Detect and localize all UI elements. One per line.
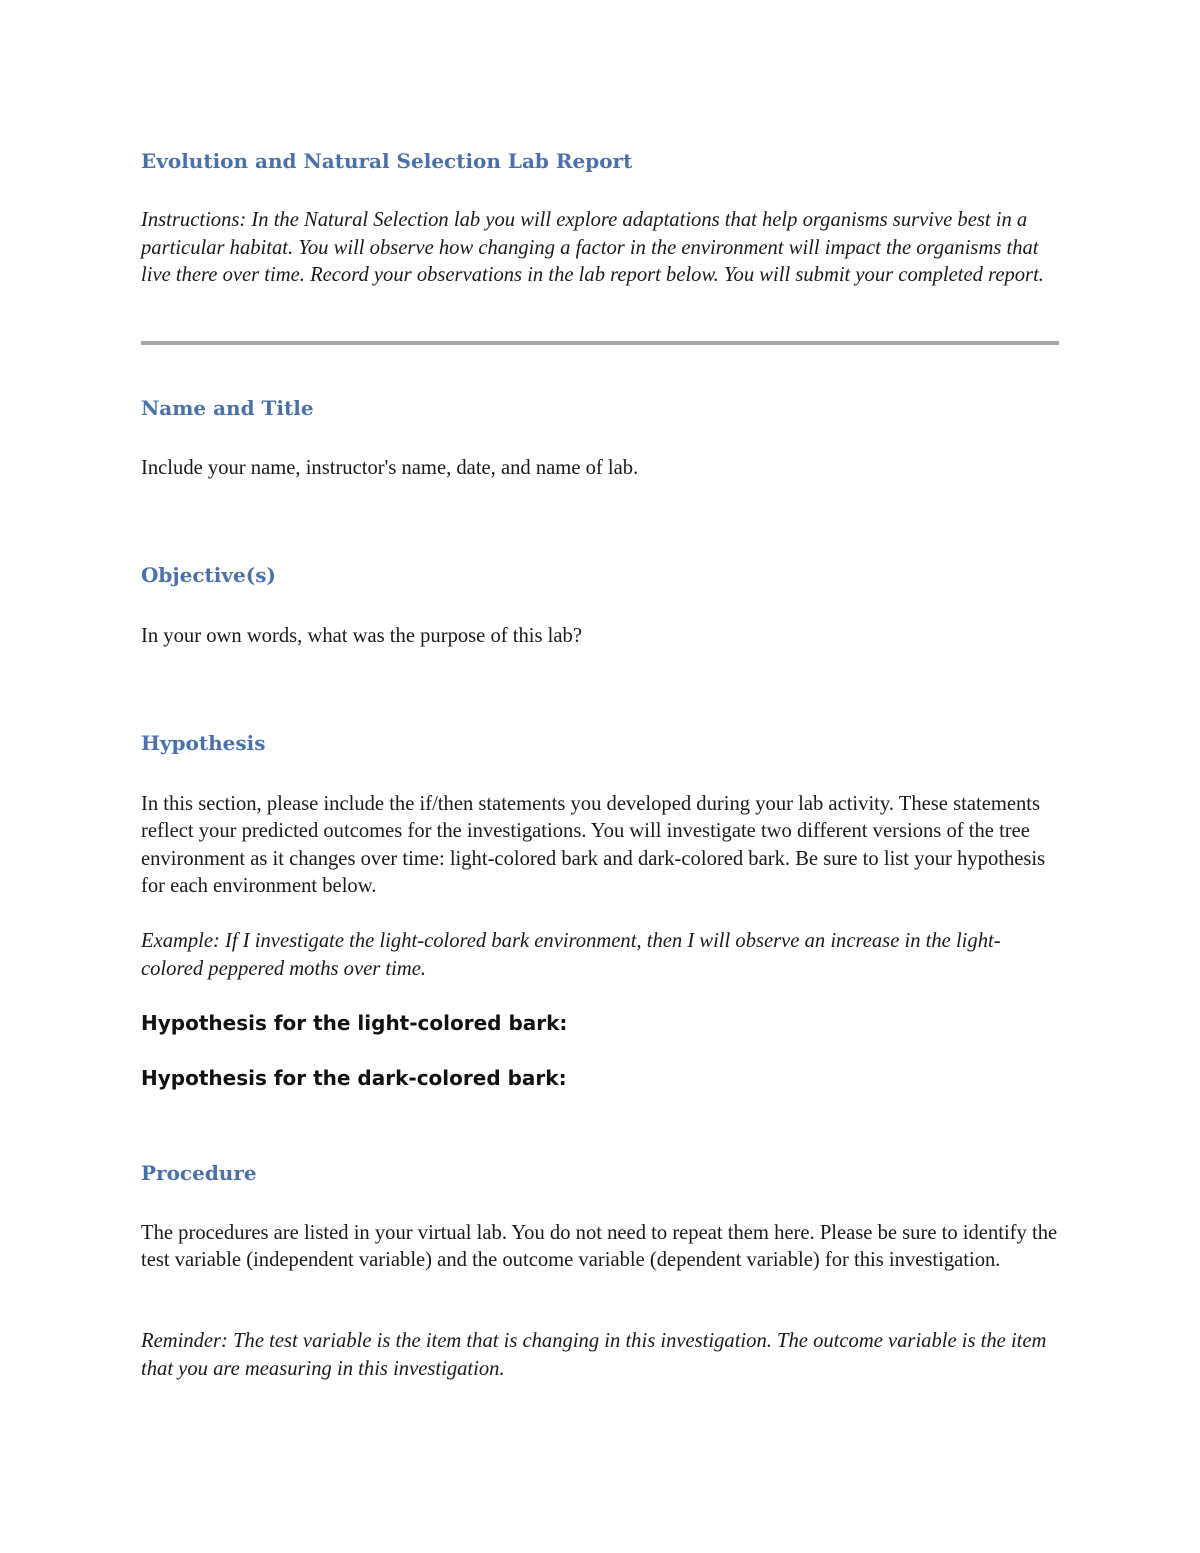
- document-title: Evolution and Natural Selection Lab Report: [141, 149, 633, 173]
- hypothesis-heading: Hypothesis: [141, 731, 266, 755]
- objectives-heading: Objective(s): [141, 563, 276, 587]
- instructions-paragraph: Instructions: In the Natural Selection lab you will explore adaptations that help organisms survive best in a particular habitat. You will observe how changing a factor in the environment will impact the organisms that live there over time. Record your observations in the lab report below. You will submit your completed report.: [141, 209, 1044, 286]
- hypothesis-text: In this section, please include the if/then statements you developed during your lab activity. These statements reflect your predicted outcomes for the investigations. You will investigate two different versions of the tree environment as it changes over time: light-colored bark and dark-colored bark. Be sure to list your hypothesis for each environment below.: [141, 793, 1046, 897]
- name-title-text: Include your name, instructor's name, date, and name of lab.: [141, 457, 639, 479]
- name-title-heading: Name and Title: [141, 396, 314, 420]
- procedure-reminder: Reminder: The test variable is the item that is changing in this investigation. The outcome variable is the item that you are measuring in this investigation.: [141, 1330, 1047, 1380]
- hypothesis-dark-label: Hypothesis for the dark-colored bark:: [141, 1066, 567, 1090]
- procedure-heading: Procedure: [141, 1161, 257, 1185]
- hypothesis-light-label: Hypothesis for the light-colored bark:: [141, 1011, 568, 1035]
- objectives-text: In your own words, what was the purpose of this lab?: [141, 625, 582, 647]
- document-page: [141, 0, 1061, 1553]
- horizontal-divider: [141, 341, 1059, 345]
- procedure-text: The procedures are listed in your virtual lab. You do not need to repeat them here. Please be sure to identify the test variable (independent variable) and the outcome variable (dependent variable) for this investigation.: [141, 1222, 1058, 1272]
- hypothesis-example: Example: If I investigate the light-colored bark environment, then I will observe an increase in the light-colored peppered moths over time.: [141, 930, 1001, 980]
